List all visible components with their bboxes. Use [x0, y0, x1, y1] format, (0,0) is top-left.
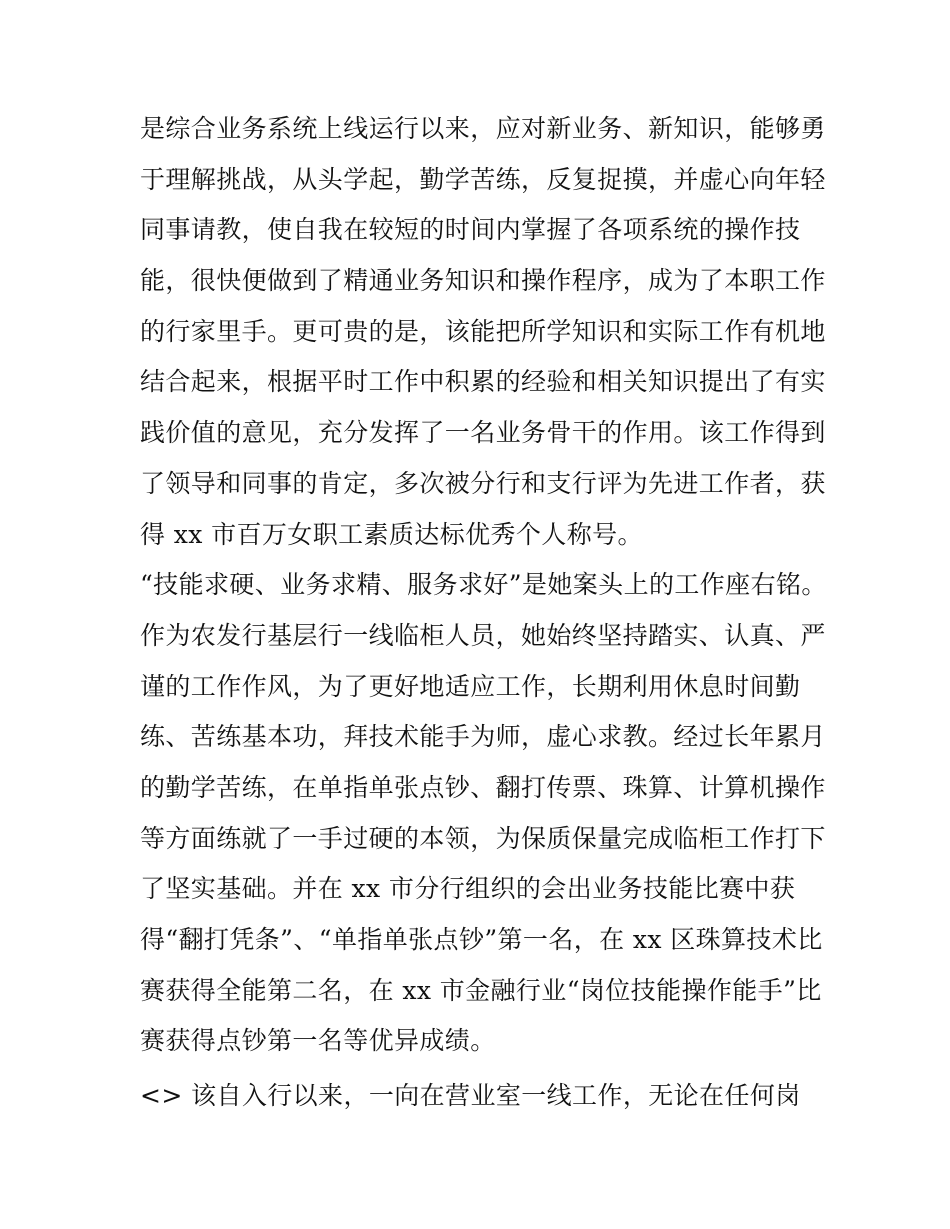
text-line: 得 xx 市百万女职工素质达标优秀个人称号。	[140, 519, 643, 549]
text-line: 能，很快便做到了精通业务知识和操作程序，成为了本职工作	[140, 266, 826, 296]
text-line: 践价值的意见，充分发挥了一名业务骨干的作用。该工作得到	[140, 418, 826, 448]
text-line: 得“翻打凭条”、“单指单张点钞”第一名，在 xx 区珠算技术比	[140, 925, 823, 954]
text-line: 的勤学苦练，在单指单张点钞、翻打传票、珠算、计算机操作	[140, 772, 826, 802]
text-line: 赛获得全能第二名，在 xx 市金融行业“岗位技能操作能手”比	[140, 975, 822, 1005]
text-line: 赛获得点钞第一名等优异成绩。	[140, 1026, 496, 1056]
text-line: <> 该自入行以来，一向在营业室一线工作，无论在任何岗	[140, 1081, 801, 1111]
text-line: 的行家里手。更可贵的是，该能把所学知识和实际工作有机地	[140, 316, 826, 346]
text-line: 是综合业务系统上线运行以来，应对新业务、新知识，能够勇	[140, 114, 826, 143]
text-line: 谨的工作作风，为了更好地适应工作，长期利用休息时间勤	[140, 671, 801, 701]
text-line: 了领导和同事的肯定，多次被分行和支行评为先进工作者，获	[140, 468, 826, 498]
text-line: 练、苦练基本功，拜技术能手为师，虚心求教。经过长年累月	[140, 722, 826, 752]
text-line: 结合起来，根据平时工作中积累的经验和相关知识提出了有实	[140, 367, 826, 397]
text-line: 于理解挑战，从头学起，勤学苦练，反复捉摸，并虚心向年轻	[140, 164, 826, 194]
body-text	[140, 104, 830, 1122]
text-line: 等方面练就了一手过硬的本领，为保质保量完成临柜工作打下	[140, 823, 826, 853]
text-line: “技能求硬、业务求精、服务求好”是她案头上的工作座右铭。	[140, 570, 827, 600]
text-line: 同事请教，使自我在较短的时间内掌握了各项系统的操作技	[140, 215, 801, 245]
text-line: 了坚实基础。并在 xx 市分行组织的会出业务技能比赛中获	[140, 874, 796, 904]
text-line: 作为农发行基层行一线临柜人员，她始终坚持踏实、认真、严	[140, 620, 826, 650]
